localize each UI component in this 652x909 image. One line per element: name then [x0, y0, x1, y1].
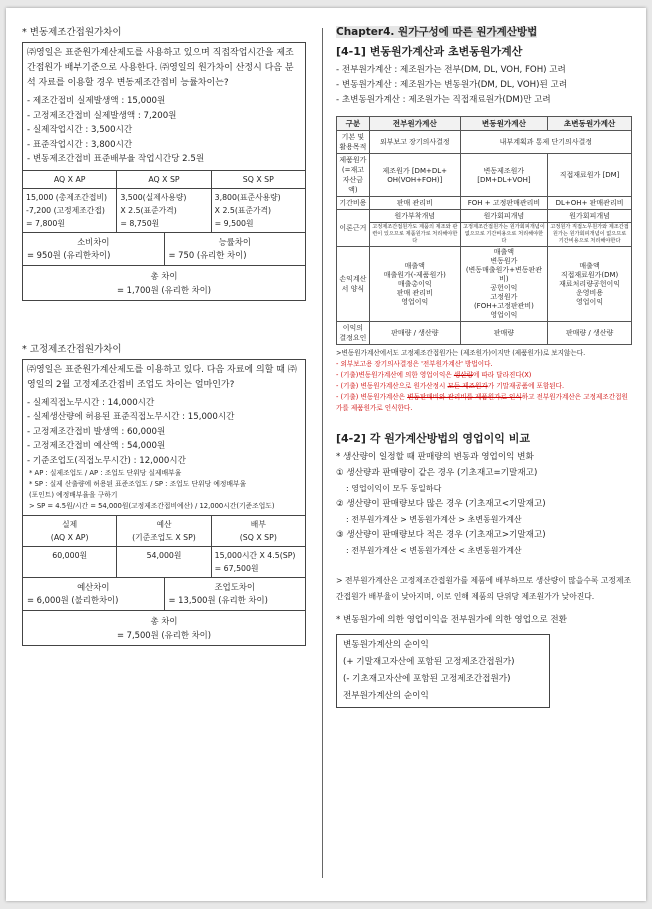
conversion-box	[336, 634, 550, 708]
calc-line: = 8,750원	[120, 218, 160, 228]
chapter-text: Chapter4. 원가구성에 따른 원가계산방법	[336, 26, 538, 38]
list-item: - 실제작업시간 : 3,500시간	[27, 123, 305, 138]
cell-line: 고정원가	[490, 293, 518, 301]
strike-text: 생산량	[453, 371, 473, 379]
variance-label: 조업도차이	[214, 582, 255, 592]
method-lines	[336, 63, 634, 108]
note-line	[336, 392, 634, 414]
cell-line: 영업이익	[490, 311, 518, 319]
list-item: - 실제생산량에 허용된 표준직접노무시간 : 15,000시간	[27, 410, 305, 425]
cell-line: 매출액	[493, 248, 515, 256]
fix-section-title: * 고정제조간접원가차이	[22, 343, 122, 355]
table-header-row	[337, 117, 632, 131]
cell-line: 영업이익	[401, 297, 429, 306]
fix-items	[23, 396, 305, 469]
calc-line: X 2.5(표준가격)	[120, 205, 177, 215]
col-header: SQ X SP	[211, 171, 305, 188]
box-line: 전부원가계산의 순이익	[343, 691, 429, 701]
row-label: 기본 및 활용목적	[337, 131, 370, 154]
body-line: : 전부원가계산 < 변동원가계산 < 초변동원가계산	[346, 546, 522, 555]
body-line: : 영업이익이 모두 동일하다	[346, 484, 442, 493]
calc-cell	[211, 547, 305, 577]
strike-text: 모든 제조원가	[447, 382, 488, 390]
list-item: - 전부원가계산 : 제조원가는 전부(DM, DL, VOH, FOH) 고려	[336, 63, 634, 78]
list-item: - 고정제조간접비 실제발생액 : 7,200원	[27, 109, 305, 124]
row-label: 손익계산서 양식	[337, 247, 370, 322]
header-line: (기준조업도 X SP)	[132, 533, 196, 542]
box-line: (- 기초재고자산에 포함된 고정제조간접원가)	[343, 674, 511, 684]
comparison-table	[336, 116, 632, 345]
list-item: - 고정제조간접비 예산액 : 54,000원	[27, 439, 305, 454]
note-line: > SP = 4.5원/시간 = 54,000원(고정제조간접비예산) / 12,000시간(기준조업도)	[29, 502, 275, 510]
body-line: * 생산량이 일정할 때 판매량의 변동과 영업이익 변화	[336, 452, 534, 462]
table-cell: 직접재료원가 [DM]	[548, 154, 632, 197]
note-text: 에 따라 달라진다(X)	[472, 371, 532, 379]
cell-line: 매출액	[404, 261, 425, 270]
table-cell: 내부계획과 통제 단기의사결정	[460, 131, 631, 154]
note-line	[336, 370, 634, 381]
note-line: (포인트) 예정배부율을 구하기	[29, 491, 118, 499]
list-item: - 초변동원가계산 : 제조원가는 직접재료원가(DM)만 고려	[336, 93, 634, 108]
fix-total	[23, 610, 305, 645]
table-cell	[460, 247, 547, 322]
left-column	[22, 24, 306, 646]
calc-cell: 54,000원	[116, 547, 210, 577]
note-line	[336, 381, 634, 392]
cell-line: 판매 관리비	[396, 288, 433, 297]
fix-variances	[23, 577, 305, 610]
calc-cell	[23, 189, 116, 232]
box-line: 변동원가계산의 순이익	[343, 640, 429, 650]
calc-line: -7,200 (고정제조간접)	[26, 205, 105, 215]
var-total	[23, 265, 305, 300]
variance-label: 예산차이	[77, 582, 110, 592]
column-divider	[322, 28, 323, 878]
note-line: * AP : 실제조업도 / AP : 조업도 단위당 실제배부율	[29, 469, 182, 477]
section-4-1-title: [4-1] 변동원가계산과 초변동원가계산	[336, 45, 523, 58]
box-line: (+ 기말재고자산에 포함된 고정제조간접원가)	[343, 657, 515, 667]
variance-label: 소비차이	[77, 236, 110, 247]
calc-line: X 2.5(표준가격)	[214, 205, 272, 215]
variance-cell	[23, 578, 164, 610]
header-line: 배부	[250, 520, 266, 529]
cell-line: 변동원가	[490, 257, 518, 265]
table-row	[337, 210, 632, 223]
total-label: 총 차이	[150, 270, 178, 281]
calc-line: = 67,500원	[214, 564, 259, 573]
table-header: 전부원가계산	[369, 117, 460, 131]
total-value: = 1,700원 (유리한 차이)	[116, 284, 212, 295]
calc-line: 15,000 (총제조간접비)	[26, 192, 108, 202]
header-line: (SQ X SP)	[239, 533, 277, 542]
comparison-body	[336, 450, 634, 628]
variance-label: 능률차이	[218, 236, 251, 247]
table-cell: 판매 관리비	[369, 197, 460, 210]
calc-cell	[116, 189, 210, 232]
table-header: 초변동원가계산	[548, 117, 632, 131]
var-calcs	[23, 188, 305, 232]
chapter-title	[336, 24, 634, 39]
table-row	[337, 197, 632, 210]
cell-line: 운영비용	[576, 288, 604, 297]
row-label: 이익의 결정요인	[337, 322, 370, 345]
calc-cell: 60,000원	[52, 551, 88, 560]
table-row	[337, 247, 632, 322]
note-text: 가 기말재공품에 포함된다.	[487, 382, 565, 390]
table-cell: 외부보고 장기의사결정	[369, 131, 460, 154]
calc-line: = 7,800원	[26, 218, 65, 228]
strike-text: 변동판매비와 관리비를 제품원가로 인식	[407, 393, 522, 401]
var-items	[23, 94, 305, 167]
var-box	[22, 42, 306, 301]
header-line: (AQ X AP)	[50, 533, 89, 542]
calc-line: = 9,500원	[214, 218, 254, 228]
table-cell: 고정제조간접원가도 제품의 제조와 관련이 있으므로 제품원가로 처리해야한다	[369, 223, 460, 247]
table-cell	[369, 247, 460, 322]
table-cell: 판매량 / 생산량	[369, 322, 460, 345]
calc-line: 15,000시간 X 4.5(SP)	[214, 551, 296, 560]
table-header: 변동원가계산	[460, 117, 547, 131]
note-line: >변동원가계산에서도 고정제조간접원가는 (제조원가)이지만 (제품원가)로 보지않는다.	[336, 349, 586, 357]
cell-line: 직접재료원가(DM)	[560, 270, 619, 279]
table-cell: 원가부착개념	[369, 210, 460, 223]
variance-value: = 950원 (유리한차이)	[27, 249, 111, 260]
calc-cell	[211, 189, 305, 232]
list-item: - 변동제조간접비 표준배부율 작업시간당 2.5원	[27, 152, 305, 167]
right-column	[336, 24, 634, 708]
cell-line: 재료처리량공헌이익	[559, 279, 620, 288]
table-notes	[336, 348, 634, 414]
col-header	[116, 516, 210, 546]
body-line: ① 생산량과 판매량이 같은 경우 (기초재고=기말재고)	[336, 467, 538, 478]
header-line: 예산	[156, 520, 172, 529]
table-cell: 제조원가 [DM+DL+ OH(VOH+FOH)]	[369, 154, 460, 197]
col-header: AQ X AP	[53, 174, 86, 184]
variance-value: = 750 (유리한 차이)	[168, 249, 247, 260]
fix-box	[22, 359, 306, 647]
table-header: 구분	[337, 117, 370, 131]
cell-line: (변동매출원가+변동판관비)	[465, 266, 543, 283]
fix-calcs	[23, 546, 305, 577]
row-label: 이론근거	[337, 210, 370, 247]
row-label: 제품원가 (=재고자산금액)	[337, 154, 370, 197]
list-item: - 제조간접비 실제발생액 : 15,000원	[27, 94, 305, 109]
cell-line: 영업이익	[576, 297, 604, 306]
section-4-2-title: [4-2] 각 원가계산방법의 영업이익 비교	[336, 432, 531, 445]
fix-headers	[23, 515, 305, 546]
table-cell: 변동제조원가 [DM+DL+VOH]	[460, 154, 547, 197]
body-line: : 전부원가계산 > 변동원가계산 > 초변동원가계산	[346, 515, 522, 524]
cell-line: (FOH+고정판관비)	[473, 302, 534, 310]
table-cell	[548, 247, 632, 322]
fix-notes	[23, 468, 305, 512]
calc-line: 3,800(표준사용량)	[214, 192, 281, 202]
document-page	[6, 8, 646, 901]
variance-value: = 6,000원 (불리한차이)	[27, 595, 119, 605]
body-line: * 변동원가에 의한 영업이익을 전부원가에 의한 영업으로 전환	[336, 614, 567, 625]
table-row	[337, 322, 632, 345]
total-value: = 7,500원 (유리한 차이)	[116, 630, 212, 640]
var-intro: ㈜영일은 표준원가계산제도를 사용하고 있으며 직접작업시간을 제조간접원가 배부기준으로 사용한다. ㈜영일의 원가차이 산정시 다음 분석 자료를 이용할 경우 변동제조간접비 능률차이는?	[27, 48, 294, 88]
note-text: - (기출)변동원가계산에 의한 영업이익은	[336, 371, 454, 379]
table-cell: 고정원가 직접노무원가와 제조간접원가는 원가회피개념이 없으므로 기간비용으로 처리해야한다	[548, 223, 632, 247]
table-cell: 판매량 / 생산량	[548, 322, 632, 345]
table-cell: 원가회피개념	[548, 210, 632, 223]
note-line: * SP : 실제 산출량에 허용된 표준조업도 / SP : 조업도 단위당 예정배부율	[29, 480, 247, 488]
cell-line: 매출액	[579, 261, 600, 270]
table-cell: 고정제조간접원가는 원가회피개념이 없으므로 기간비용으로 처리해야한다	[460, 223, 547, 247]
body-line: ② 생산량이 판매량보다 많은 경우 (기초재고<기말재고)	[336, 498, 546, 509]
list-item: - 표준작업시간 : 3,800시간	[27, 138, 305, 153]
variance-value: = 13,500원 (유리한 차이)	[168, 595, 268, 605]
list-item: - 고정제조간접비 발생액 : 60,000원	[27, 425, 305, 440]
note-text: - (기출) 변동원가계산은	[336, 393, 408, 401]
variance-cell	[164, 578, 306, 610]
list-item: - 실제직접노무시간 : 14,000시간	[27, 396, 305, 411]
note-text: 하고 전부원가계산은 고정제조간접원가를 제품원가로 인식한다.	[336, 393, 628, 412]
table-cell: DL+OH+ 판매관리비	[548, 197, 632, 210]
cell-line: 매출원가(-제품원가)	[383, 270, 446, 279]
var-headers	[23, 170, 305, 188]
table-cell: 판매량	[460, 322, 547, 345]
table-cell: FOH + 고정판매관리비	[460, 197, 547, 210]
table-row	[337, 223, 632, 247]
body-line: ③ 생산량이 판매량보다 적은 경우 (기초재고>기말재고)	[336, 529, 546, 540]
variance-cell	[164, 233, 306, 265]
var-section-title: * 변동제조간접원가차이	[22, 27, 122, 38]
note-line: - 외부보고용 장기의사결정은 '전부원가계산' 방법이다.	[336, 360, 493, 368]
col-header: AQ X SP	[116, 171, 210, 188]
variance-cell	[23, 233, 164, 265]
total-label: 총 차이	[150, 616, 178, 626]
row-label: 기간비용	[337, 197, 370, 210]
table-row	[337, 154, 632, 197]
fix-intro: ㈜영일은 표준원가계산제도를 이용하고 있다. 다음 자료에 의할 때 ㈜영일의 2월 고정제조간접비 조업도 차이는 얼마인가?	[27, 364, 297, 390]
header-line: 실제	[62, 520, 78, 529]
cell-line: 매출총이익	[397, 279, 432, 288]
col-header	[211, 516, 305, 546]
list-item: - 기준조업도(직접노무시간) : 12,000시간	[27, 454, 305, 469]
body-paragraph: > 전부원가계산은 고정제조간접원가를 제품에 배부하므로 생산량이 많을수록 고정제조간접원가 배부율이 낮아지며, 이로 인해 제품의 단위당 제조원가가 낮아진다.	[336, 575, 632, 601]
table-cell: 원가회피개념	[460, 210, 547, 223]
table-row	[337, 131, 632, 154]
var-variances	[23, 232, 305, 265]
cell-line: 공헌이익	[490, 284, 518, 292]
list-item: - 변동원가계산 : 제조원가는 변동원가(DM, DL, VOH)된 고려	[336, 78, 634, 93]
calc-line: 3,500(실제사용량)	[120, 192, 187, 202]
note-text: - (기출) 변동원가계산으로 원가산정시	[336, 382, 448, 390]
col-header	[23, 516, 116, 546]
